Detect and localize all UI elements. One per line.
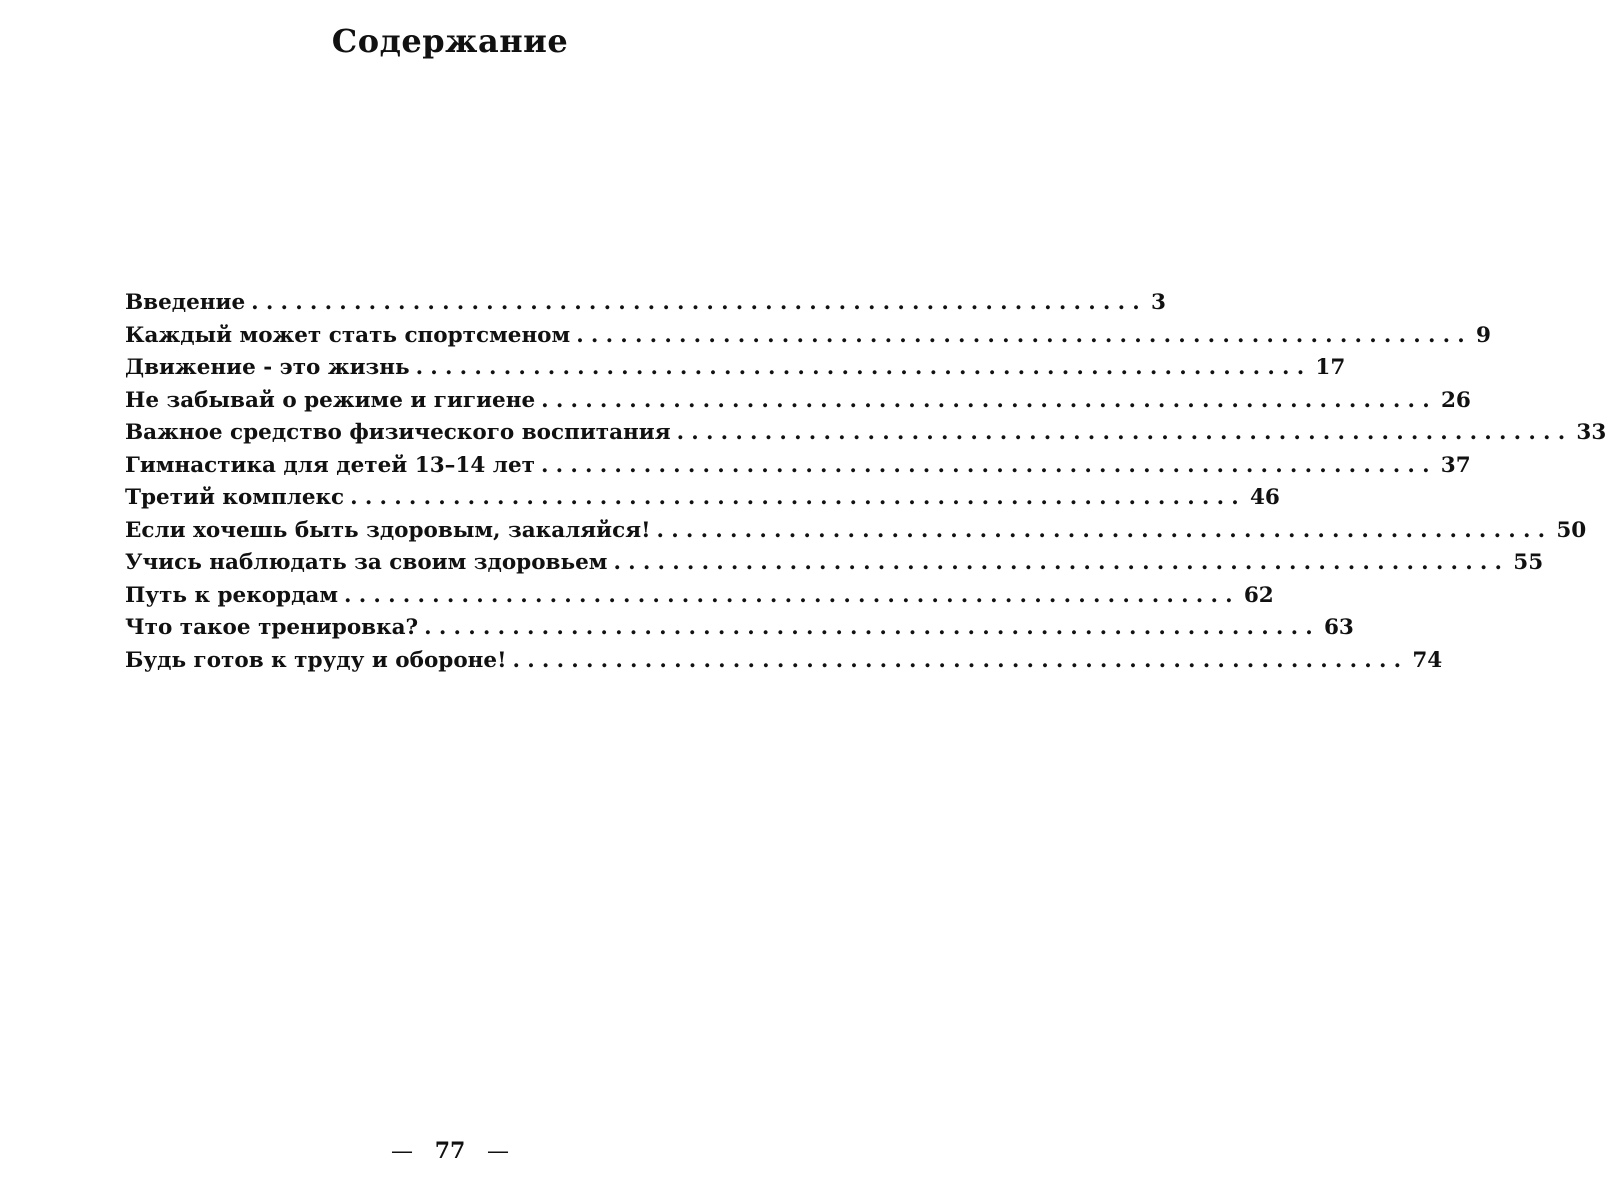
dot-leader: ............................................................. <box>676 420 1573 445</box>
dot-leader: ............................................................. <box>344 582 1240 608</box>
toc-entry-title: Гимнастика для детей 13–14 лет <box>125 452 535 478</box>
toc-entry-title: Третий комплекс <box>125 485 345 510</box>
toc-entry-title: Учись наблюдать за своим здоровьем <box>125 550 608 575</box>
toc-entry-title: Движение - это жизнь <box>125 355 410 380</box>
toc-entry-title: Если хочешь быть здоровым, закаляйся! <box>125 517 651 543</box>
toc-entry[interactable] <box>125 322 1491 356</box>
dot-leader: ............................................................. <box>415 355 1312 380</box>
table-of-contents <box>125 290 1606 680</box>
toc-entry-title: Путь к рекордам <box>125 582 339 608</box>
toc-entry-page: 33 <box>1576 420 1606 445</box>
dot-leader: ............................................................. <box>656 517 1553 543</box>
page-footer <box>0 1138 900 1164</box>
toc-entry-page: 37 <box>1440 452 1471 478</box>
toc-entry-page: 9 <box>1476 322 1491 348</box>
toc-entry-page: 50 <box>1556 517 1587 543</box>
footer-dash-left: — <box>391 1139 414 1164</box>
dot-leader: ............................................................. <box>424 615 1320 640</box>
toc-entry-page: 46 <box>1249 485 1280 510</box>
toc-entry-title: Каждый может стать спортсменом <box>125 322 571 348</box>
dot-leader: ............................................................. <box>613 550 1510 575</box>
toc-entry[interactable] <box>125 550 1544 583</box>
page-number: 77 <box>434 1138 466 1164</box>
dot-leader: ............................................................. <box>541 387 1437 413</box>
toc-entry-title: Не забывай о режиме и гигиене <box>125 387 536 413</box>
page-title: Содержание <box>331 22 569 60</box>
dot-leader: ............................................................. <box>512 647 1409 673</box>
toc-entry-page: 55 <box>1513 550 1544 575</box>
toc-entry-page: 74 <box>1412 647 1443 673</box>
toc-entry[interactable] <box>125 615 1354 648</box>
toc-entry-page: 62 <box>1243 582 1274 608</box>
toc-entry[interactable] <box>125 387 1471 421</box>
toc-entry-title: Введение <box>125 290 246 315</box>
dot-leader: ............................................................. <box>540 452 1437 478</box>
dot-leader: ............................................................. <box>576 322 1472 348</box>
toc-entry[interactable] <box>125 517 1587 551</box>
toc-entry-page: 3 <box>1150 290 1166 315</box>
toc-entry[interactable] <box>125 647 1443 681</box>
toc-entry-page: 17 <box>1315 355 1346 380</box>
toc-entry[interactable] <box>125 582 1274 616</box>
dot-leader: ............................................................. <box>350 485 1246 510</box>
toc-entry[interactable] <box>125 452 1471 486</box>
toc-entry-page: 63 <box>1323 615 1354 640</box>
toc-entry[interactable] <box>125 420 1606 453</box>
toc-entry-page: 26 <box>1440 387 1471 413</box>
toc-entry-title: Что такое тренировка? <box>125 615 419 640</box>
toc-entry[interactable] <box>125 485 1280 518</box>
toc-entry[interactable] <box>125 290 1166 323</box>
toc-entry-title: Важное средство физического воспитания <box>125 420 671 445</box>
toc-entry-title: Будь готов к труду и обороне! <box>125 647 507 673</box>
dot-leader: ............................................................. <box>251 290 1147 315</box>
footer-dash-right: — <box>486 1139 509 1164</box>
toc-entry[interactable] <box>125 355 1346 388</box>
